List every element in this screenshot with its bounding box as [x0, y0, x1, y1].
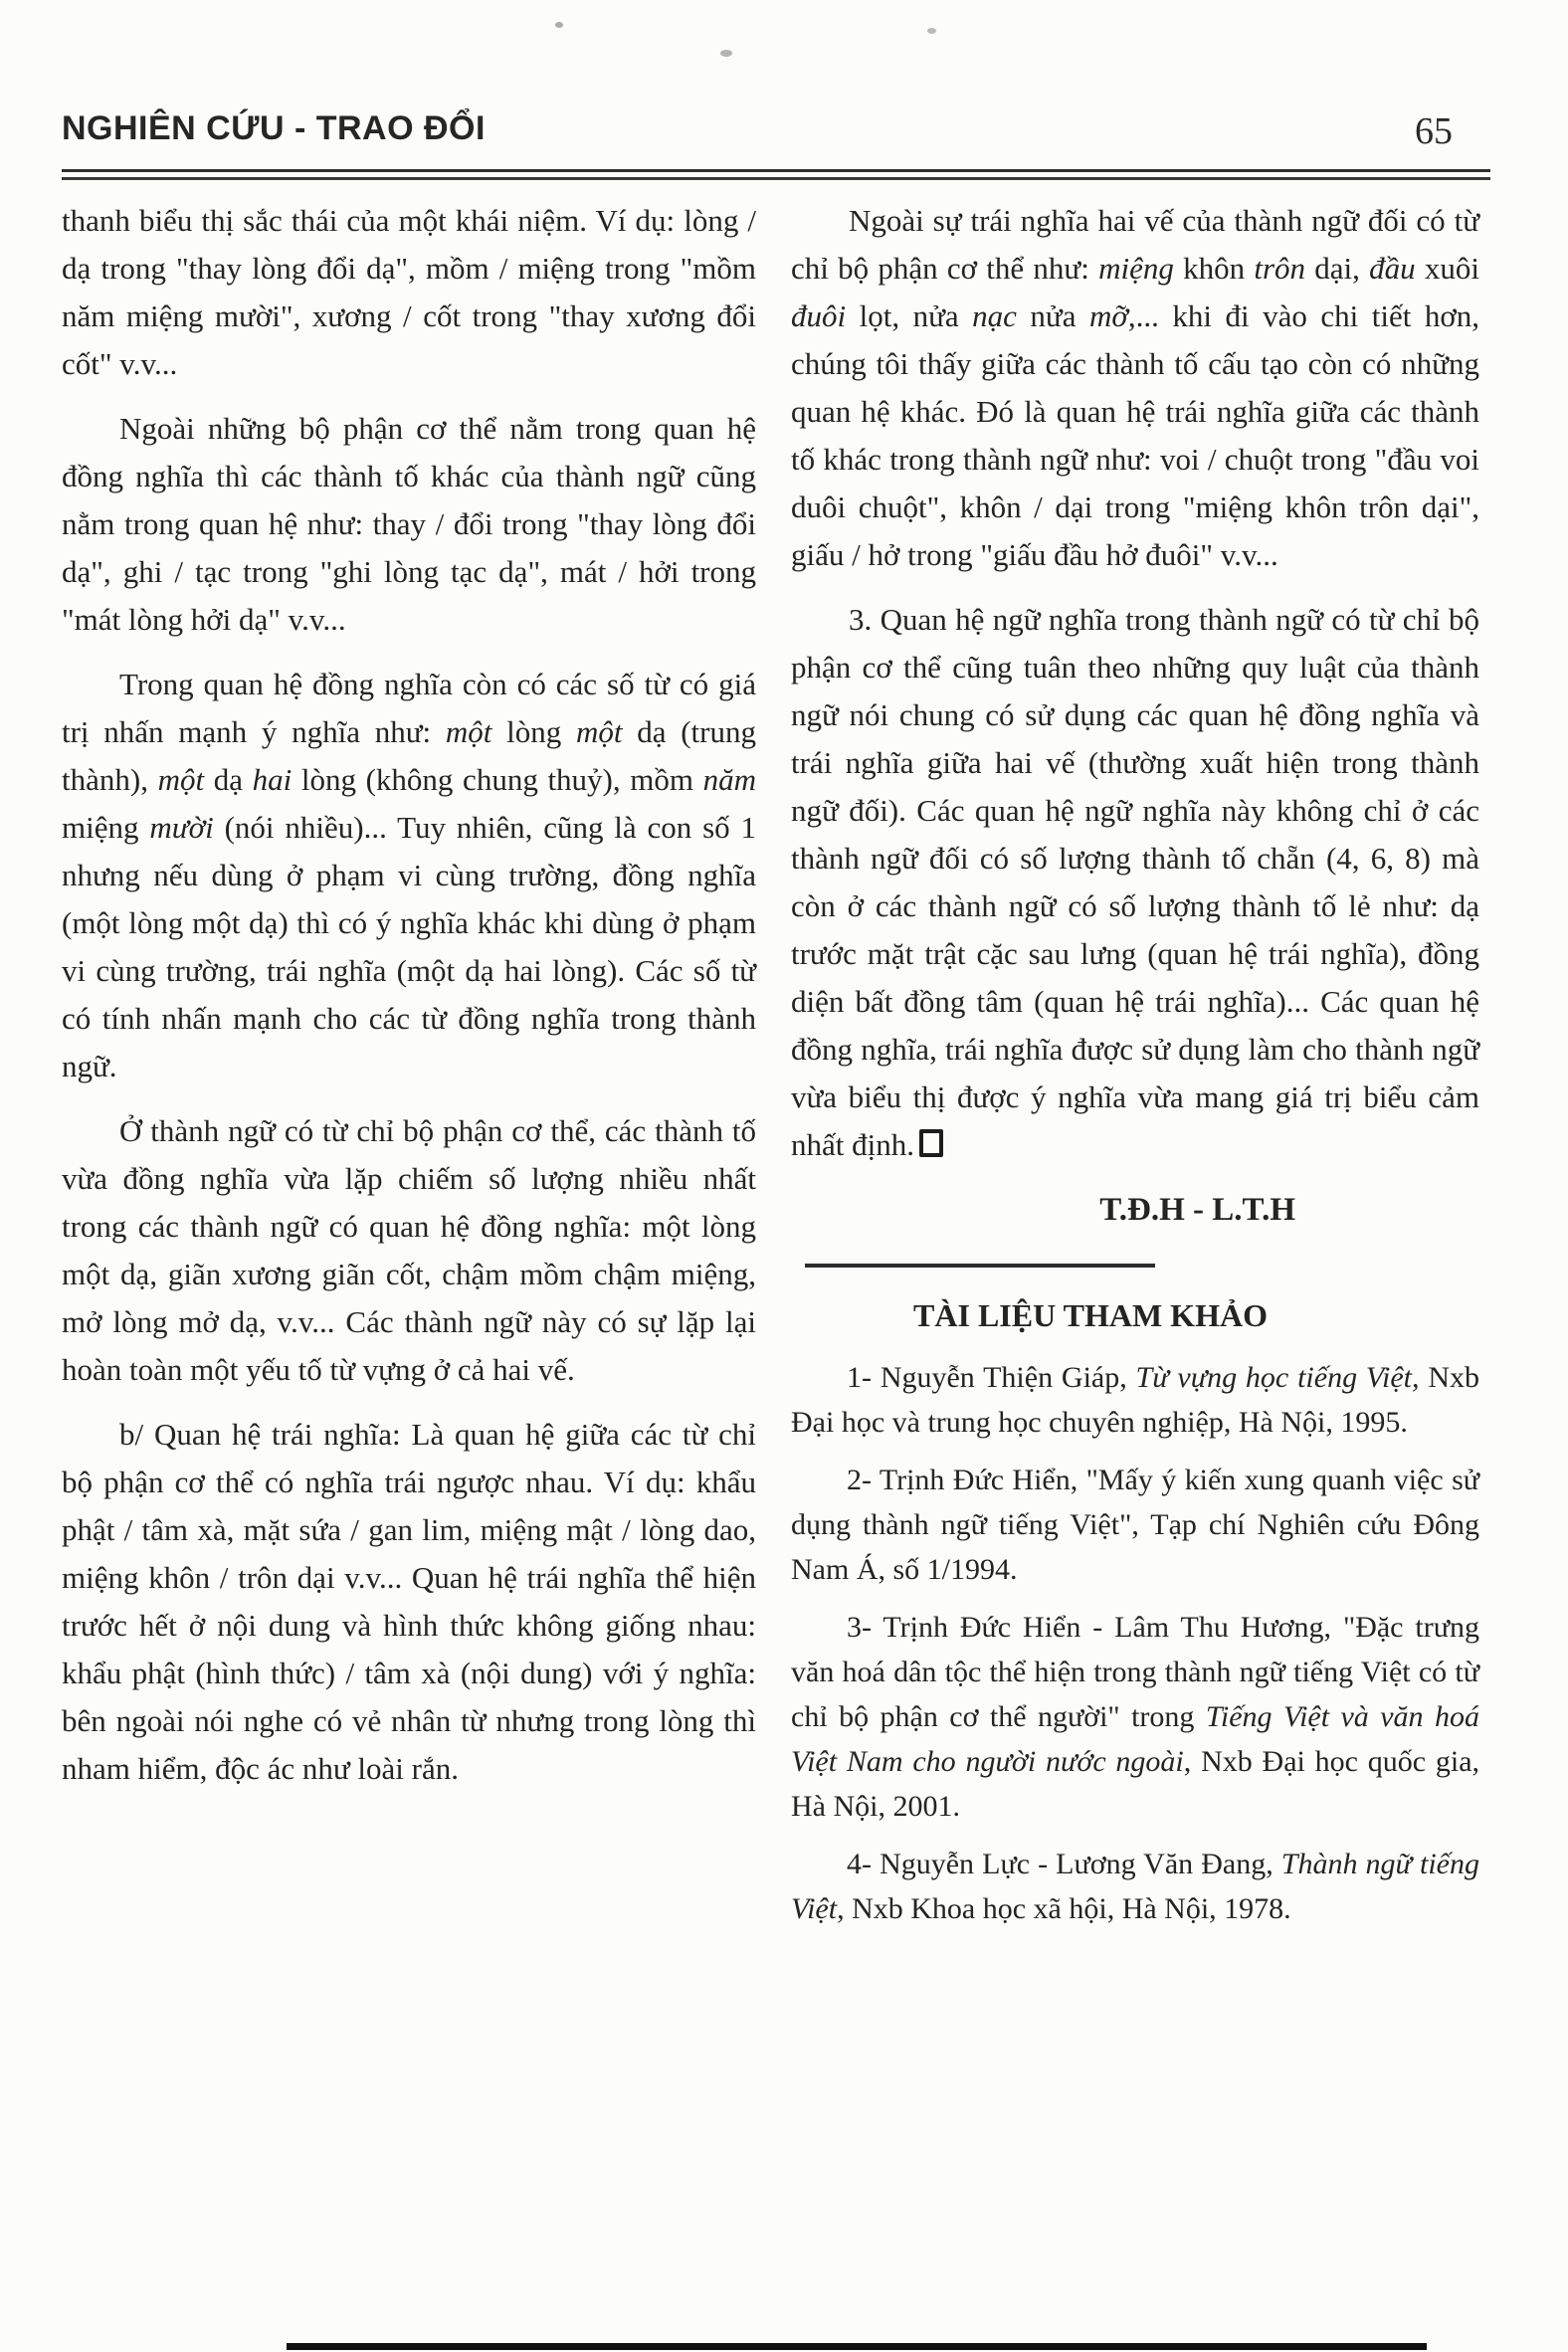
paragraph: Ở thành ngữ có từ chỉ bộ phận cơ thể, các thành tố vừa đồng nghĩa vừa lặp chiếm số lượng nhiều nhất trong các thành ngữ có quan hệ đồng nghĩa: một lòng một dạ, giãn xương giãn cốt, chậm mồm chậm miệng, mở lòng mở dạ, v.v... Các thành ngữ này có sự lặp lại hoàn toàn một yếu tố từ vựng ở cả hai vế. — [62, 1113, 756, 1387]
reference-item: 3- Trịnh Đức Hiển - Lâm Thu Hương, "Đặc trưng văn hoá dân tộc thể hiện trong thành ngữ tiếng Việt có từ chỉ bộ phận cơ thể người" trong Tiếng Việt và văn hoá Việt Nam cho người nước ngoài, Nxb Đại học quốc gia, Hà Nội, 2001. — [791, 1611, 1480, 1823]
author-initials: T.Đ.H - L.T.H — [1099, 1192, 1295, 1228]
paragraph: thanh biểu thị sắc thái của một khái niệm. Ví dụ: lòng / dạ trong "thay lòng đổi dạ", mồm / miệng trong "mồm năm miệng mười", xương / cốt trong "thay xương đổi cốt" v.v... — [62, 203, 756, 381]
end-of-article-marker — [919, 1129, 943, 1157]
page-header — [62, 109, 1490, 161]
paragraph: Ngoài sự trái nghĩa hai vế của thành ngữ đối có từ chỉ bộ phận cơ thể như: miệng khôn trôn dại, đầu xuôi đuôi lọt, nửa nạc nửa mỡ,... khi đi vào chi tiết hơn, chúng tôi thấy giữa các thành tố cấu tạo còn có những quan hệ khác. Đó là quan hệ trái nghĩa giữa các thành tố khác trong thành ngữ như: voi / chuột trong "đầu voi duôi chuột", khôn / dại trong "miệng khôn trôn dại", giấu / hở trong "giấu đầu hở đuôi" v.v... — [791, 203, 1480, 572]
paragraph: Trong quan hệ đồng nghĩa còn có các số từ có giá trị nhấn mạnh ý nghĩa như: một lòng một dạ (trung thành), một dạ hai lòng (không chung thuỷ), mồm năm miệng mười (nói nhiều)... Tuy nhiên, cũng là con số 1 nhưng nếu dùng ở phạm vi cùng trường, đồng nghĩa (một lòng một dạ) thì có ý nghĩa khác khi dùng ở phạm vi cùng trường, trái nghĩa (một dạ hai lòng). Các số từ có tính nhấn mạnh cho các từ đồng nghĩa trong thành ngữ. — [62, 667, 757, 1083]
scan-speck — [720, 50, 732, 57]
left-column — [62, 197, 756, 1810]
scan-speck — [927, 28, 936, 34]
paragraph: b/ Quan hệ trái nghĩa: Là quan hệ giữa các từ chỉ bộ phận cơ thể có nghĩa trái ngược nhau. Ví dụ: khẩu phật / tâm xà, mặt sứa / gan lim, miệng mật / lòng dao, miệng khôn / trôn dại v.v... Quan hệ trái nghĩa thể hiện trước hết ở nội dung và hình thức không giống nhau: khẩu phật (hình thức) / tâm xà (nội dung) với ý nghĩa: bên ngoài nói nghe có vẻ nhân từ nhưng trong lòng thì nham hiểm, độc ác như loài rắn. — [62, 1417, 756, 1786]
reference-item: 4- Nguyễn Lực - Lương Văn Đang, Thành ngữ tiếng Việt, Nxb Khoa học xã hội, Hà Nội, 1978. — [791, 1848, 1479, 1925]
right-column — [791, 197, 1479, 1944]
references-heading: TÀI LIỆU THAM KHẢO — [913, 1297, 1268, 1333]
scan-edge-artifact — [287, 2343, 1427, 2350]
running-head: NGHIÊN CỨU - TRAO ĐỔI — [62, 109, 486, 147]
reference-item: 2- Trịnh Đức Hiển, "Mấy ý kiến xung quanh việc sử dụng thành ngữ tiếng Việt", Tạp chí Nghiên cứu Đông Nam Á, số 1/1994. — [791, 1464, 1479, 1586]
reference-item: 1- Nguyễn Thiện Giáp, Từ vựng học tiếng Việt, Nxb Đại học và trung học chuyên nghiệp, Hà Nội, 1995. — [791, 1361, 1479, 1439]
paragraph: 3. Quan hệ ngữ nghĩa trong thành ngữ có từ chỉ bộ phận cơ thể cũng tuân theo những quy luật của thành ngữ nói chung có sử dụng các quan hệ đồng nghĩa và trái nghĩa giữa hai vế (thường xuất hiện trong thành ngữ đối). Các quan hệ ngữ nghĩa này không chỉ ở các thành ngữ đối có số lượng thành tố chẵn (4, 6, 8) mà còn ở các thành ngữ có số lượng thành tố lẻ như: dạ trước mặt trật cặc sau lưng (quan hệ trái nghĩa), đồng diện bất đồng tâm (quan hệ trái nghĩa)... Các quan hệ đồng nghĩa, trái nghĩa được sử dụng làm cho thành ngữ vừa biểu thị được ý nghĩa vừa mang giá trị biểu cảm nhất định. — [791, 602, 1479, 1162]
scan-speck — [555, 22, 563, 28]
header-rule — [62, 169, 1490, 180]
paragraph: Ngoài những bộ phận cơ thể nằm trong quan hệ đồng nghĩa thì các thành tố khác của thành ngữ cũng nằm trong quan hệ như: thay / đổi trong "thay lòng đổi dạ", ghi / tạc trong "ghi lòng tạc dạ", mát / hởi trong "mát lòng hởi dạ" v.v... — [62, 411, 756, 637]
references-divider — [805, 1264, 1155, 1268]
page-number: 65 — [1415, 110, 1453, 152]
references-section — [791, 1291, 1479, 1931]
